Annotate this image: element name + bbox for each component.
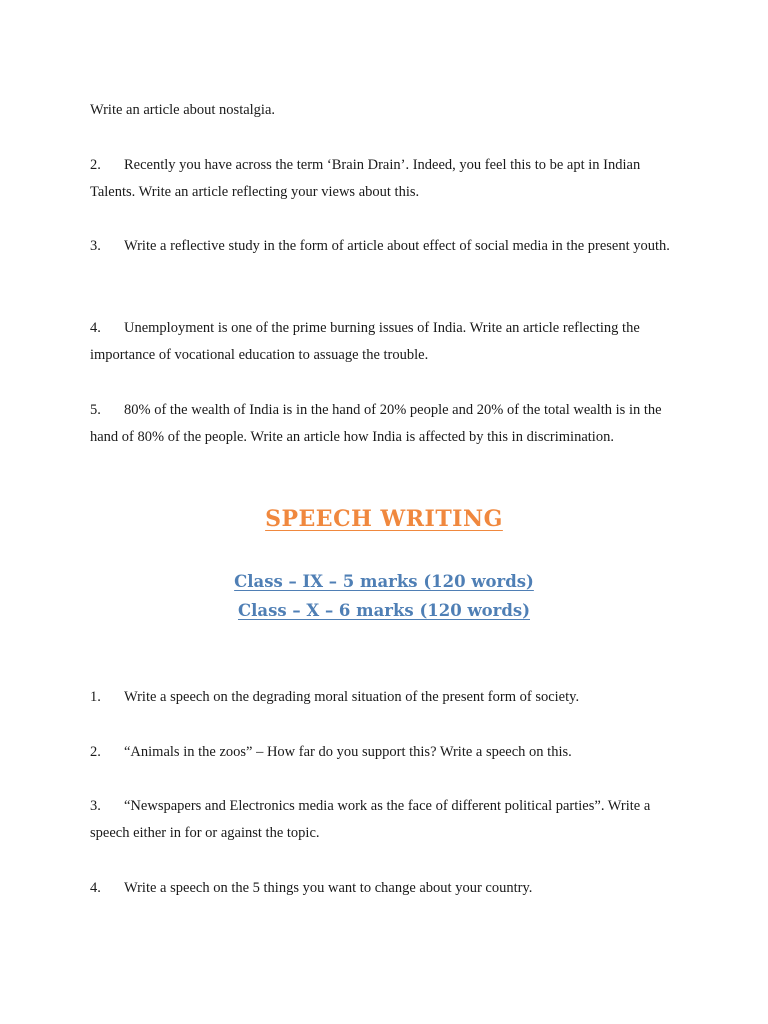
article-item-number: 4.: [90, 320, 101, 336]
article-item-2: [90, 152, 680, 206]
article-item-4: [90, 315, 680, 369]
article-item-3: [90, 233, 680, 260]
article-item-text: Recently you have across the term ‘Brain Drain’. Indeed, you feel this to be apt in Indian Talents. Write an article reflecting your views about this.: [90, 157, 641, 200]
speech-item-number: 3.: [90, 798, 101, 814]
article-intro: Write an article about nostalgia.: [90, 102, 276, 118]
class-ix-marks: Class – IX – 5 marks (120 words): [234, 572, 534, 591]
article-item-text: Write a reflective study in the form of article about effect of social media in the present youth.: [124, 238, 670, 254]
speech-item-text: Write a speech on the 5 things you want to change about your country.: [124, 880, 533, 896]
speech-item-text: “Newspapers and Electronics media work as the face of different political parties”. Write a speech either in for or against the topic.: [90, 798, 651, 841]
class-x-marks: Class – X – 6 marks (120 words): [237, 601, 530, 620]
article-item-number: 2.: [90, 157, 101, 173]
speech-item-3: [90, 793, 690, 847]
speech-writing-title: SPEECH WRITING: [265, 506, 503, 532]
article-item-text: Unemployment is one of the prime burning issues of India. Write an article reflecting the importance of vocational education to assuage the trouble.: [90, 320, 640, 363]
speech-item-number: 4.: [90, 880, 101, 896]
article-item-number: 3.: [90, 238, 101, 254]
speech-item-number: 1.: [90, 689, 101, 705]
speech-item-text: Write a speech on the degrading moral situation of the present form of society.: [124, 689, 580, 705]
speech-item-text: “Animals in the zoos” – How far do you support this? Write a speech on this.: [124, 744, 572, 760]
article-item-5: [90, 397, 680, 451]
speech-item-4: [90, 875, 690, 902]
article-item-text: 80% of the wealth of India is in the hand of 20% people and 20% of the total wealth is in the hand of 80% of the people. Write an article how India is affected by this in discrimination.: [90, 402, 662, 445]
speech-item-1: [90, 684, 690, 711]
speech-item-2: [90, 739, 690, 766]
article-item-number: 5.: [90, 402, 101, 418]
speech-item-number: 2.: [90, 744, 101, 760]
